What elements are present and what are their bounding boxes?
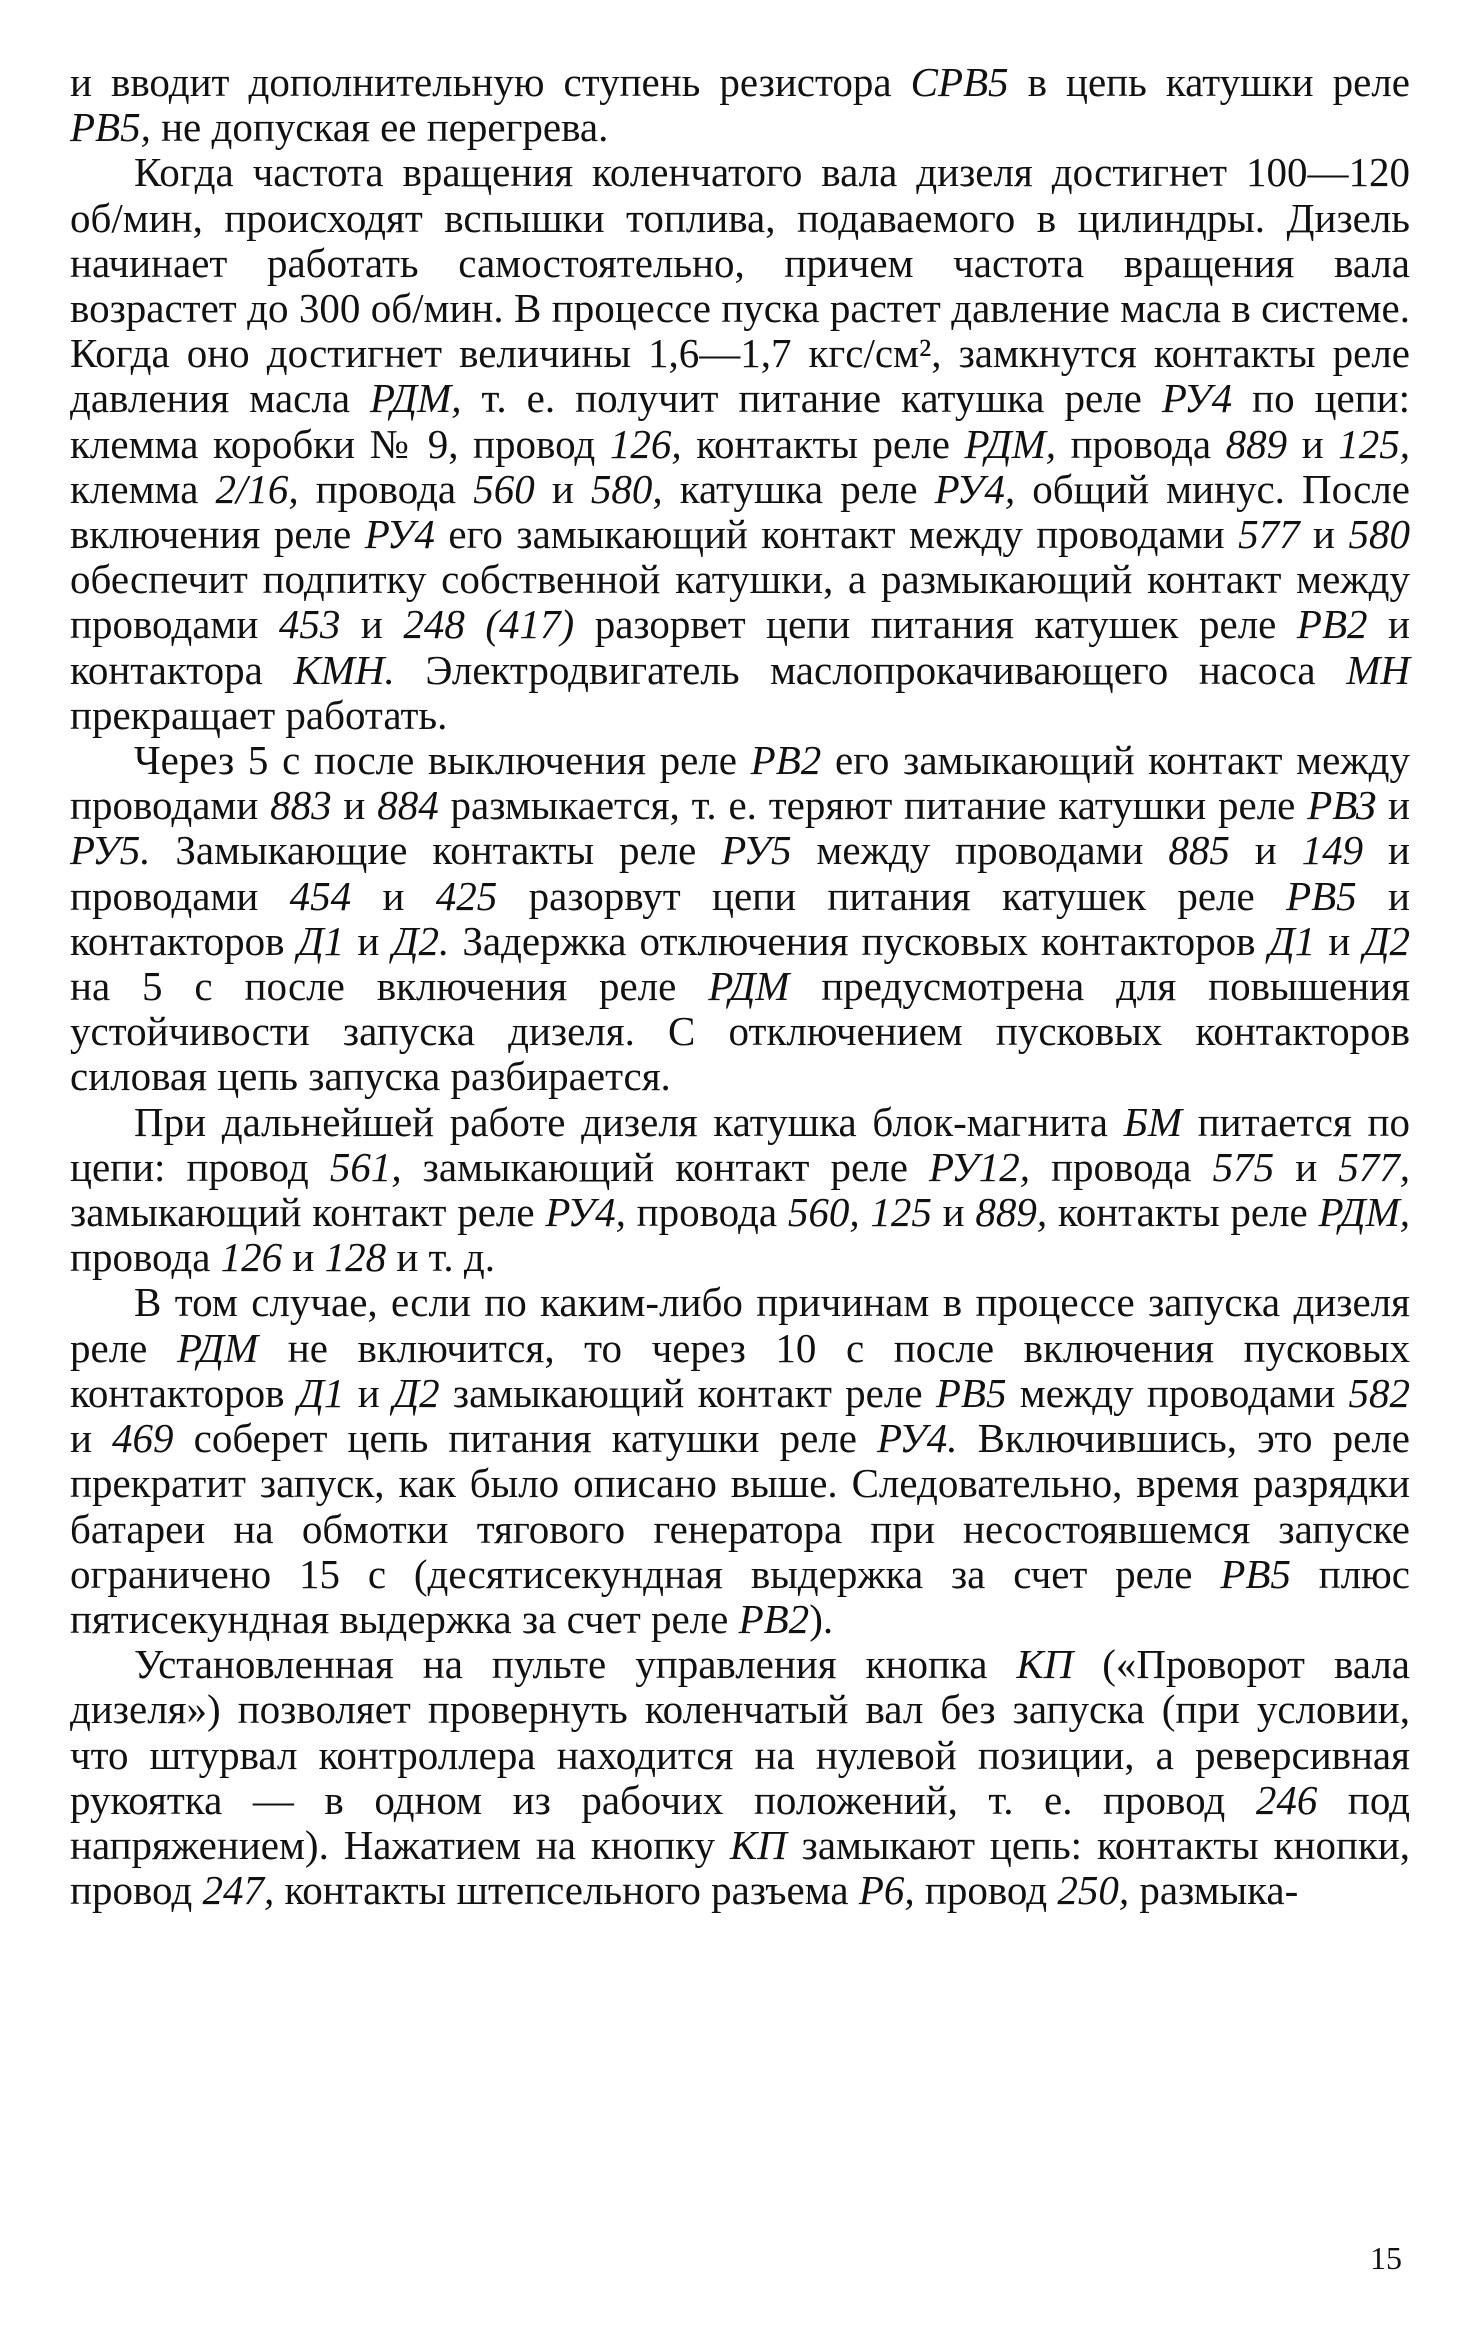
text-run: в цепь катушки реле xyxy=(1008,59,1410,105)
text-run: и xyxy=(282,1234,325,1281)
italic-term: РДМ, xyxy=(1318,1189,1411,1236)
italic-term: РУ4 xyxy=(1161,375,1233,422)
text-run: и т. д. xyxy=(386,1234,495,1281)
italic-term: РВ5 xyxy=(935,1369,1007,1416)
text-run: размыка- xyxy=(1129,1867,1299,1914)
text-run: не допуская ее перегрева. xyxy=(150,104,609,151)
italic-term: Д2 xyxy=(1363,917,1410,964)
italic-term: 884 xyxy=(377,782,439,829)
italic-term: РВ5 xyxy=(1286,872,1357,919)
text-run: общий минус. После включения реле xyxy=(70,465,1410,558)
italic-term: 126 xyxy=(220,1234,283,1281)
text-run: В том случае, если по каким-либо причинам в процессе запуска дизеля реле xyxy=(70,1279,1410,1371)
italic-term: Д2 xyxy=(393,1369,440,1416)
italic-term: РВЗ xyxy=(1307,782,1377,829)
italic-term: 582 xyxy=(1348,1369,1411,1416)
italic-term: 560, 125 xyxy=(787,1189,932,1236)
text-run: Установленная на пульте управления кнопка xyxy=(134,1641,1017,1688)
text-run: прекращает работать. xyxy=(70,691,448,738)
italic-term: 560 xyxy=(473,465,535,512)
italic-term: 580 xyxy=(1348,511,1410,558)
italic-term: Р6, xyxy=(858,1867,915,1914)
text-run: При дальнейшей работе дизеля катушка блок-магнита xyxy=(134,1098,1124,1145)
text-run: предусмотрена для повышения устойчивости запуска дизеля. С отключением пусковых контакторов силовая цепь запуска разбирается. xyxy=(70,963,1410,1100)
italic-term: Д1 xyxy=(297,1369,345,1416)
page-text-body xyxy=(70,60,1410,1913)
paragraph-5 xyxy=(70,1280,1410,1642)
italic-term: 125, xyxy=(1338,420,1411,467)
italic-term: РУ4, xyxy=(545,1189,626,1236)
italic-term: 577 xyxy=(1238,511,1300,558)
text-run: провода xyxy=(1056,420,1226,467)
italic-term: 889, xyxy=(975,1189,1048,1236)
text-run: Электродвигатель маслопрокачивающего насоса xyxy=(394,646,1347,693)
text-run: питается по цепи: провод xyxy=(70,1098,1410,1190)
text-run: и xyxy=(331,782,378,829)
text-run: замыкают цепь: контакты кнопки, провод xyxy=(70,1821,1410,1914)
italic-term: Д1 xyxy=(297,917,345,964)
italic-term: РВ5 xyxy=(1220,1550,1291,1597)
text-run: и xyxy=(1376,782,1410,829)
italic-term: 454 xyxy=(289,872,352,919)
paragraph-2 xyxy=(70,150,1410,738)
text-run: и вводит дополнительную ступень резистора xyxy=(70,59,911,105)
text-run: и проводами xyxy=(70,827,1410,919)
italic-term: РДМ, xyxy=(964,420,1057,467)
text-run: и xyxy=(1274,1143,1339,1190)
text-run: провода xyxy=(70,1234,221,1281)
italic-term: МН xyxy=(1346,646,1410,693)
italic-term: 248 (417) xyxy=(403,601,575,648)
text-run: и xyxy=(1229,827,1302,874)
text-run: его замыкающий контакт между проводами xyxy=(434,511,1239,558)
text-run: между проводами xyxy=(791,827,1169,874)
text-run: замыкающий контакт реле xyxy=(70,1189,546,1236)
text-run: разорвут цепи питания катушек реле xyxy=(497,872,1287,919)
italic-term: РУ4. xyxy=(877,1415,958,1462)
italic-term: 149 xyxy=(1301,827,1364,874)
text-run: т. е. получит питание катушка реле xyxy=(461,375,1162,422)
text-run: Замыкающие контакты реле xyxy=(150,827,722,874)
text-run: и xyxy=(931,1189,976,1236)
text-run: соберет цепь питания катушки реле xyxy=(173,1415,878,1462)
text-run: между проводами xyxy=(1006,1369,1349,1416)
italic-term: 575 xyxy=(1212,1143,1275,1190)
text-run: и xyxy=(344,1369,393,1416)
text-run: провода xyxy=(1029,1143,1213,1190)
italic-term: КП xyxy=(729,1821,787,1868)
paragraph-1 xyxy=(70,60,1410,150)
text-run: его замыкающий контакт между проводами xyxy=(70,737,1410,829)
italic-term: РУ12, xyxy=(929,1143,1030,1190)
text-run: обеспечит подпитку собственной катушки, а размыкающий контакт между проводами xyxy=(70,556,1410,648)
italic-term: РВ5, xyxy=(70,104,151,151)
italic-term: БМ xyxy=(1123,1098,1182,1145)
text-run: не включится, то через 10 с после включения пусковых контакторов xyxy=(70,1324,1410,1416)
italic-term: РДМ, xyxy=(370,375,462,422)
text-run: и xyxy=(1287,420,1339,467)
italic-term: КМН. xyxy=(293,646,395,693)
italic-term: СРВ5 xyxy=(910,59,1009,105)
italic-term: РУ4 xyxy=(364,511,435,558)
italic-term: РУ5 xyxy=(721,827,792,874)
text-run: и xyxy=(344,917,393,964)
text-run: («Проворот вала дизеля») позволяет провернуть коленчатый вал без запуска (при условии, что штурвал контроллера находится на нулевой позиции, а реверсивная рукоятка — в одном из рабочих положений, т. е. провод xyxy=(70,1641,1410,1823)
text-run: разорвет цепи питания катушек реле xyxy=(574,601,1297,648)
italic-term: РУ4, xyxy=(934,465,1016,512)
italic-term: 425 xyxy=(435,872,498,919)
text-run: на 5 с после включения реле xyxy=(70,963,709,1010)
italic-term: РДМ xyxy=(176,1324,259,1371)
italic-term: 453 xyxy=(278,601,341,648)
italic-term: 128 xyxy=(324,1234,387,1281)
text-run: замыкающий контакт реле xyxy=(439,1369,936,1416)
text-run: и xyxy=(70,1415,113,1462)
italic-term: 561, xyxy=(329,1143,402,1190)
paragraph-6 xyxy=(70,1642,1410,1913)
text-run: по цепи: клемма коробки № 9, провод xyxy=(70,375,1411,467)
text-run: катушка реле xyxy=(662,465,935,512)
italic-term: 469 xyxy=(112,1415,174,1462)
text-run: размыкается, т. е. теряют питание катушки реле xyxy=(438,782,1308,829)
text-run: клемма xyxy=(70,465,216,512)
italic-term: 577, xyxy=(1338,1143,1410,1190)
text-run: ). xyxy=(809,1595,834,1642)
italic-term: 2/16, xyxy=(215,465,299,512)
italic-term: РУ5. xyxy=(70,827,151,874)
text-run: Когда частота вращения коленчатого вала дизеля достигнет 100—120 об/мин, происходят вспышки топлива, подаваемого в цилиндры. Дизель начинает работать самостоятельно, причем частота вращения вала возрастет до 300 об/мин. В процессе пуска растет давление масла в системе. Когда оно достигнет величины 1,6—1,7 кгс/см², замкнутся контакты реле давления масла xyxy=(70,149,1410,422)
italic-term: 885 xyxy=(1168,827,1230,874)
page-number: 15 xyxy=(1370,2240,1402,2276)
paragraph-3 xyxy=(70,738,1410,1100)
text-run: провода xyxy=(625,1189,788,1236)
text-run: и xyxy=(534,465,591,512)
text-run: и контакторов xyxy=(70,872,1410,964)
italic-term: РВ2 xyxy=(1296,601,1368,648)
text-run: плюс пятисекундная выдержка за счет реле xyxy=(70,1550,1410,1642)
italic-term: РВ2 xyxy=(750,737,822,784)
italic-term: 126, xyxy=(609,420,682,467)
text-run: под напряжением). Нажатием на кнопку xyxy=(70,1776,1411,1868)
paragraph-4 xyxy=(70,1100,1410,1281)
text-run: и xyxy=(1299,511,1349,558)
text-run: замыкающий контакт реле xyxy=(401,1143,929,1190)
italic-term: 247, xyxy=(202,1867,275,1914)
text-run: Задержка отключения пусковых контакторов xyxy=(449,917,1269,964)
italic-term: 580, xyxy=(590,465,663,512)
italic-term: КП xyxy=(1016,1641,1074,1688)
text-run: и xyxy=(1315,917,1364,964)
text-run: провод xyxy=(914,1867,1058,1914)
text-run: и контактора xyxy=(70,601,1410,693)
text-run: и xyxy=(340,601,404,648)
italic-term: Д1 xyxy=(1268,917,1316,964)
italic-term: 250, xyxy=(1057,1867,1130,1914)
text-run: контакты реле xyxy=(1047,1189,1319,1236)
italic-term: 883 xyxy=(270,782,332,829)
text-run: контакты штепсельного разъема xyxy=(274,1867,859,1914)
text-run: и xyxy=(351,872,436,919)
text-run: Через 5 с после выключения реле xyxy=(134,737,751,784)
italic-term: РДМ xyxy=(708,963,790,1010)
text-run: Включившись, это реле прекратит запуск, как было описано выше. Следовательно, время разрядки батареи на обмотки тягового генератора при несостоявшемся запуске ограничено 15 с (десятисекундная выдержка за счет реле xyxy=(70,1415,1411,1597)
italic-term: 889 xyxy=(1225,420,1288,467)
italic-term: РВ2 xyxy=(738,1595,810,1642)
text-run: провода xyxy=(298,465,474,512)
text-run: контакты реле xyxy=(681,420,965,467)
italic-term: Д2. xyxy=(392,917,450,964)
italic-term: 246 xyxy=(1255,1776,1318,1823)
